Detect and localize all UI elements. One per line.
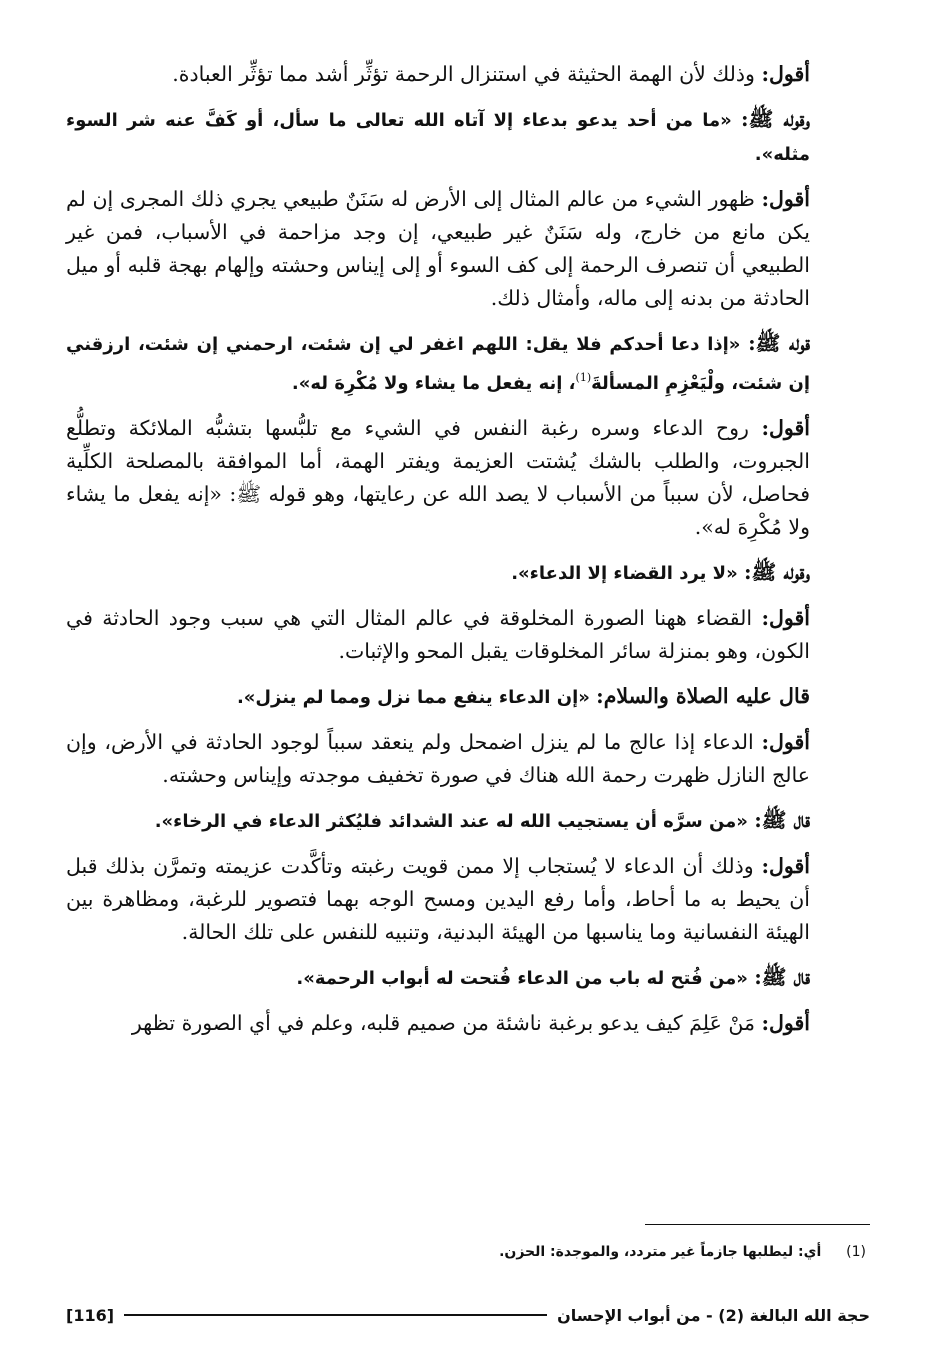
running-title: حجة الله البالغة (2) - من أبواب الإحسان <box>557 1305 870 1325</box>
paragraph-text: «ما من أحد يدعو بدعاء إلا آتاه الله تعالى ما سأل، أو كَفَّ عنه شر السوء مثله». <box>66 110 810 165</box>
paragraph-lead: أقول: <box>761 729 810 754</box>
paragraph-text: «إذا دعا أحدكم فلا يقل: اللهم اغفر لي إن شئت، ارحمني إن شئت، ارزقني إن شئت، ولْيَعْزِمِ المسألةَ <box>66 334 810 394</box>
paragraph <box>66 961 870 995</box>
paragraph-text: وذلك لأن الهمة الحثيثة في استنزال الرحمة تؤثِّر أشد مما تؤثِّر العبادة. <box>172 62 762 86</box>
paragraph-lead: وقوله ﷺ: <box>743 559 810 584</box>
paragraph-lead: قال ﷺ: <box>754 964 810 989</box>
paragraph <box>66 556 870 590</box>
footnote-number: (1) <box>846 1244 866 1260</box>
paragraph-text-tail: ، إنه يفعل ما يشاء ولا مُكْرِهَ له». <box>291 372 576 394</box>
page-footer <box>66 1302 870 1328</box>
paragraph-text: وذلك أن الدعاء لا يُستجاب إلا ممن قويت رغبته وتأكَّدت عزيمته وتمرَّن بذلك قبل أن يحيط به ما أحاط، وأما رفع اليدين ومسح الوجه بهما فتصوير للرغبة، ومظاهرة بين الهيئة النفسانية وما يناسبها من الهيئة البدنية، وتنبيه للنفس على تلك الحالة. <box>66 853 810 944</box>
paragraph <box>66 103 870 171</box>
paragraph-lead: قال ﷺ: <box>754 807 810 832</box>
paragraph <box>66 602 870 668</box>
footnote <box>66 1240 866 1264</box>
paragraph-text: القضاء ههنا الصورة المخلوقة في عالم المثال التي هي سبب وجود الحادثة في الكون، وهو بمنزلة سائر المخلوقات يقبل المحو والإثبات. <box>66 605 810 663</box>
paragraph <box>66 1007 870 1040</box>
page-body <box>66 58 870 1052</box>
paragraph-lead: أقول: <box>761 62 810 86</box>
paragraph-lead: أقول: <box>761 415 810 440</box>
paragraph-lead: أقول: <box>761 605 810 630</box>
paragraph-text: ظهور الشيء من عالم المثال إلى الأرض له سَنَنٌ طبيعي يجري ذلك المجرى إن لم يكن مانع من خارج، وله سَنَنٌ غير طبيعي، إن وجد مزاحمة في الأسباب، فمن غير الطبيعي أن تنصرف الرحمة إلى كف السوء أو إلى إيناس وحشته وإلهام بهجة قلبه أو ميل الحادثة من بدنه إلى ماله، وأمثال ذلك. <box>66 187 810 310</box>
paragraph <box>66 726 870 792</box>
footnote-marker: (1) <box>575 371 592 384</box>
paragraph-text: «من فُتح له باب من الدعاء فُتحت له أبواب الرحمة». <box>296 967 755 989</box>
paragraph <box>66 327 870 400</box>
paragraph-text: «إن الدعاء ينفع مما نزل ومما لم ينزل». <box>236 686 597 708</box>
footnote-text: أي: ليطلبها جازماً غير متردد، والموجدة: الحزن. <box>499 1244 822 1260</box>
footer-rule <box>124 1314 547 1316</box>
paragraph-lead: أقول: <box>761 853 810 878</box>
paragraph <box>66 183 870 315</box>
paragraph-text: الدعاء إذا عالج ما لم ينزل اضمحل ولم ينعقد سبباً لوجود الحادثة في الأرض، وإن عالج النازل ظهرت رحمة الله هناك في صورة تخفيف موجدته وإيناس وحشته. <box>66 729 810 787</box>
paragraph-text: مَنْ عَلِمَ كيف يدعو برغبة ناشئة من صميم قلبه، وعلم في أي الصورة تظهر <box>131 1010 762 1035</box>
paragraph <box>66 680 870 714</box>
paragraph <box>66 412 870 544</box>
paragraph <box>66 804 870 838</box>
paragraph-text: «لا يرد القضاء إلا الدعاء». <box>511 562 744 584</box>
paragraph-lead: أقول: <box>761 187 810 211</box>
page-number: [116] <box>66 1305 115 1325</box>
paragraph-lead: وقوله ﷺ: <box>741 107 810 131</box>
paragraph-lead: قوله ﷺ: <box>748 331 810 355</box>
paragraph <box>66 850 870 949</box>
paragraph <box>66 58 870 91</box>
paragraph-lead: أقول: <box>761 1010 810 1035</box>
paragraph-lead: قال عليه الصلاة والسلام: <box>596 683 810 708</box>
paragraph-text: روح الدعاء وسره رغبة النفس في الشيء مع تلبُّسها بتشبُّه الملائكة وتطلُّع الجبروت، والطلب بالشك يُشتت العزيمة ويفتر الهمة، أما الموافقة بالمصلحة الكلِّية فحاصل، لأن سبباً من الأسباب لا يصد الله عن رعايتها، وهو قوله ﷺ: «إنه يفعل ما يشاء ولا مُكْرِهَ له». <box>66 415 810 539</box>
footnote-divider <box>645 1224 870 1225</box>
paragraph-text: «من سرَّه أن يستجيب الله له عند الشدائد فليُكثر الدعاء في الرخاء». <box>154 810 755 832</box>
